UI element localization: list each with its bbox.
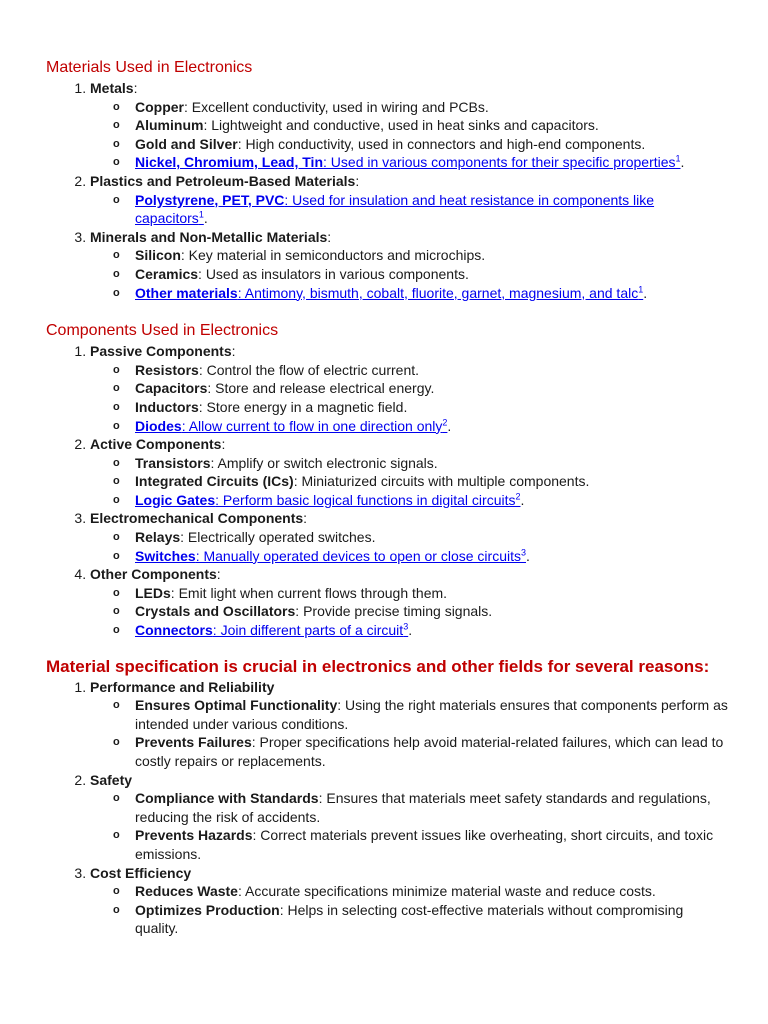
term: Capacitors — [135, 380, 208, 397]
description: : Join different parts of a circuit — [212, 622, 404, 639]
list-item: o Diodes: Allow current to flow in one direction only$^2$. — [135, 417, 728, 436]
term: Polystyrene, PET, PVC — [135, 191, 285, 208]
sub-list — [90, 246, 728, 302]
citation-link[interactable] — [135, 622, 408, 638]
term: LEDs — [135, 584, 171, 601]
description: : Allow current to flow in one direction only — [181, 417, 443, 434]
citation-number: 1 — [638, 283, 644, 294]
list-item: o Switches: Manually operated devices to open or close circuits$^3$. — [135, 547, 728, 566]
sub-list — [90, 584, 728, 640]
list-item: 2. Active Components: o Transistors: Amplify or switch electronic signals. o Integrated Circuits (ICs): Miniaturized circuits with multiple components. o Logic Gates: Perform basic logical functions in digital circuits$^2$. — [90, 435, 728, 509]
citation-number: 3 — [403, 621, 409, 632]
sub-list — [90, 454, 728, 510]
list-item: o Other materials: Antimony, bismuth, cobalt, fluorite, garnet, magnesium, and talc$^1$. — [135, 284, 728, 303]
list-item — [135, 116, 728, 135]
term: Prevents Hazards — [135, 827, 253, 844]
list-item — [90, 864, 728, 938]
term: Diodes — [135, 417, 182, 434]
citation-number: 2 — [515, 491, 521, 502]
description: : Amplify or switch electronic signals. — [210, 454, 438, 471]
list-item: 4. Other Components: o LEDs: Emit light when current flows through them. o Crystals and Oscillators: Provide precise timing signals. o Connectors: Join different parts of a circuit$^3$. — [90, 565, 728, 639]
list-item — [135, 265, 728, 284]
term: Other materials — [135, 284, 238, 301]
description: : Antimony, bismuth, cobalt, fluorite, garnet, magnesium, and talc — [237, 284, 639, 301]
description: : Control the flow of electric current. — [198, 361, 420, 378]
list-item — [135, 135, 728, 154]
citation-link[interactable] — [135, 154, 681, 170]
list-item — [135, 826, 728, 863]
term: Reduces Waste — [135, 883, 238, 900]
list-item — [135, 454, 728, 473]
sub-list — [90, 696, 728, 770]
description: : Using the right materials ensures that components perform as intended under various conditions. — [135, 697, 728, 732]
list-item — [135, 882, 728, 901]
list-item — [135, 398, 728, 417]
list-item: 2. Plastics and Petroleum-Based Materials: o Polystyrene, PET, PVC: Used for insulation and heat resistance in components like capacitors$^1$. — [90, 172, 728, 228]
list-item — [135, 379, 728, 398]
list-item — [90, 678, 728, 771]
description: : Key material in semiconductors and microchips. — [180, 247, 486, 264]
materials-list — [46, 79, 728, 302]
item-label: Active Components — [90, 436, 222, 453]
item-label: Metals — [90, 80, 134, 96]
sub-list — [90, 789, 728, 863]
list-item — [135, 696, 728, 733]
reasons-list — [46, 678, 728, 938]
list-item: o Logic Gates: Perform basic logical functions in digital circuits$^2$. — [135, 491, 728, 510]
description: : Miniaturized circuits with multiple components. — [293, 473, 590, 490]
description: : Used for insulation and heat resistance in components like capacitors — [135, 191, 655, 227]
description: : Perform basic logical functions in digital circuits — [215, 491, 516, 508]
description: : Electrically operated switches. — [180, 529, 376, 546]
description: : High conductivity, used in connectors and high-end components. — [237, 135, 646, 152]
term: Ceramics — [135, 265, 199, 282]
heading-material-specification: Material specification is crucial in electronics and other fields for several reasons: — [46, 656, 710, 676]
list-item: o Connectors: Join different parts of a circuit$^3$. — [135, 621, 728, 640]
citation-number: 3 — [520, 547, 526, 557]
citation-link[interactable] — [135, 418, 447, 434]
list-item — [135, 789, 728, 826]
description: : Emit light when current flows through them. — [170, 584, 448, 601]
sub-list — [90, 528, 728, 565]
term: Aluminum — [135, 117, 204, 134]
list-item — [135, 472, 728, 491]
sub-list — [90, 882, 728, 938]
citation-number: 1 — [675, 153, 681, 164]
list-item: 3. Electromechanical Components: o Relays: Electrically operated switches. o Switches: Manually operated devices to open or close circuits$^3$. — [90, 509, 728, 565]
description: : Helps in selecting cost-effective materials without compromising quality. — [135, 901, 684, 937]
list-item: 3. Minerals and Non-Metallic Materials: o Silicon: Key material in semiconductors and microchips. o Ceramics: Used as insulators in various components. o Other materials: Antimony, bismuth, cobalt, fluorite, garnet, magnesium, and talc$^1$. — [90, 228, 728, 302]
list-item — [135, 246, 728, 265]
citation-link[interactable] — [135, 548, 526, 564]
term: Connectors — [135, 622, 213, 639]
term: Nickel, Chromium, Lead, Tin — [135, 154, 324, 171]
citation-link[interactable] — [135, 285, 643, 301]
sub-list — [90, 98, 728, 172]
sub-list — [90, 191, 728, 228]
list-item — [135, 584, 728, 603]
description: : Proper specifications help avoid material-related failures, which can lead to costly repairs or replacements. — [135, 734, 724, 769]
term: Resistors — [135, 361, 199, 378]
description: : Correct materials prevent issues like overheating, short circuits, and toxic emissions. — [135, 827, 714, 862]
description: : Used as insulators in various components. — [198, 265, 469, 282]
citation-link[interactable] — [135, 492, 521, 508]
citation-number: 2 — [442, 416, 448, 427]
list-item: o Nickel, Chromium, Lead, Tin: Used in various components for their specific properties$^1$. — [135, 153, 728, 172]
term: Ensures Optimal Functionality — [135, 697, 338, 714]
term: Silicon — [135, 247, 181, 264]
term: Transistors — [135, 454, 211, 471]
list-item: 1. Passive Components: o Resistors: Control the flow of electric current. o Capacitors: Store and release electrical energy. o Inductors: Store energy in a magnetic field. o Diodes: Allow current to flow in one direction only$^2$. — [90, 342, 728, 435]
sub-list — [90, 361, 728, 435]
description: : Store and release electrical energy. — [207, 380, 435, 397]
description: : Used in various components for their specific properties — [323, 154, 676, 171]
list-item — [135, 602, 728, 621]
description: : Lightweight and conductive, used in heat sinks and capacitors. — [203, 117, 599, 134]
term: Gold and Silver — [135, 135, 238, 152]
heading-components: Components Used in Electronics — [46, 322, 279, 340]
heading-materials: Materials Used in Electronics — [46, 59, 253, 76]
description: : Store energy in a magnetic field. — [198, 398, 408, 415]
list-item — [135, 361, 728, 380]
list-item — [135, 528, 728, 547]
item-label: Plastics and Petroleum-Based Materials — [90, 172, 356, 189]
item-label: Minerals and Non-Metallic Materials — [90, 228, 328, 245]
components-list — [46, 342, 728, 640]
item-label: Cost Efficiency — [90, 864, 192, 881]
item-label: Performance and Reliability — [90, 678, 275, 695]
term: Inductors — [135, 398, 199, 415]
item-label: Passive Components — [90, 343, 232, 360]
term: Prevents Failures — [135, 734, 252, 751]
term: Logic Gates — [135, 491, 216, 508]
term: Crystals and Oscillators — [135, 603, 296, 620]
description: : Manually operated devices to open or close circuits — [195, 547, 521, 564]
list-item: o Polystyrene, PET, PVC: Used for insulation and heat resistance in components like capacitors$^1$. — [135, 191, 728, 228]
citation-link[interactable] — [135, 192, 654, 227]
citation-number: 1 — [198, 209, 204, 220]
list-item: 1. Metals: o Copper: Excellent conductivity, used in wiring and PCBs. o Aluminum: Lightweight and conductive, used in heat sinks and capacitors. o Gold and Silver: High conductivity, used in connectors and high-end components. o Nickel, Chromium, Lead, Tin: Used in various components for their specific properties$^1$. — [90, 79, 728, 172]
list-item — [135, 901, 728, 938]
term: Optimizes Production — [135, 901, 280, 918]
item-label: Other Components — [90, 566, 217, 583]
list-item — [135, 98, 728, 117]
term: Copper — [135, 98, 184, 115]
term: Relays — [135, 529, 181, 546]
description: : Accurate specifications minimize material waste and reduce costs. — [237, 883, 656, 900]
term: Compliance with Standards — [135, 790, 319, 807]
description: : Excellent conductivity, used in wiring and PCBs. — [184, 98, 489, 115]
item-label: Safety — [90, 771, 133, 788]
description: : Provide precise timing signals. — [295, 603, 493, 620]
description: : Ensures that materials meet safety standards and regulations, reducing the risk of accidents. — [135, 790, 711, 825]
term: Switches — [135, 547, 196, 564]
term: Integrated Circuits (ICs) — [135, 473, 294, 490]
item-label: Electromechanical Components — [90, 510, 304, 527]
list-item — [90, 771, 728, 864]
list-item — [135, 733, 728, 770]
